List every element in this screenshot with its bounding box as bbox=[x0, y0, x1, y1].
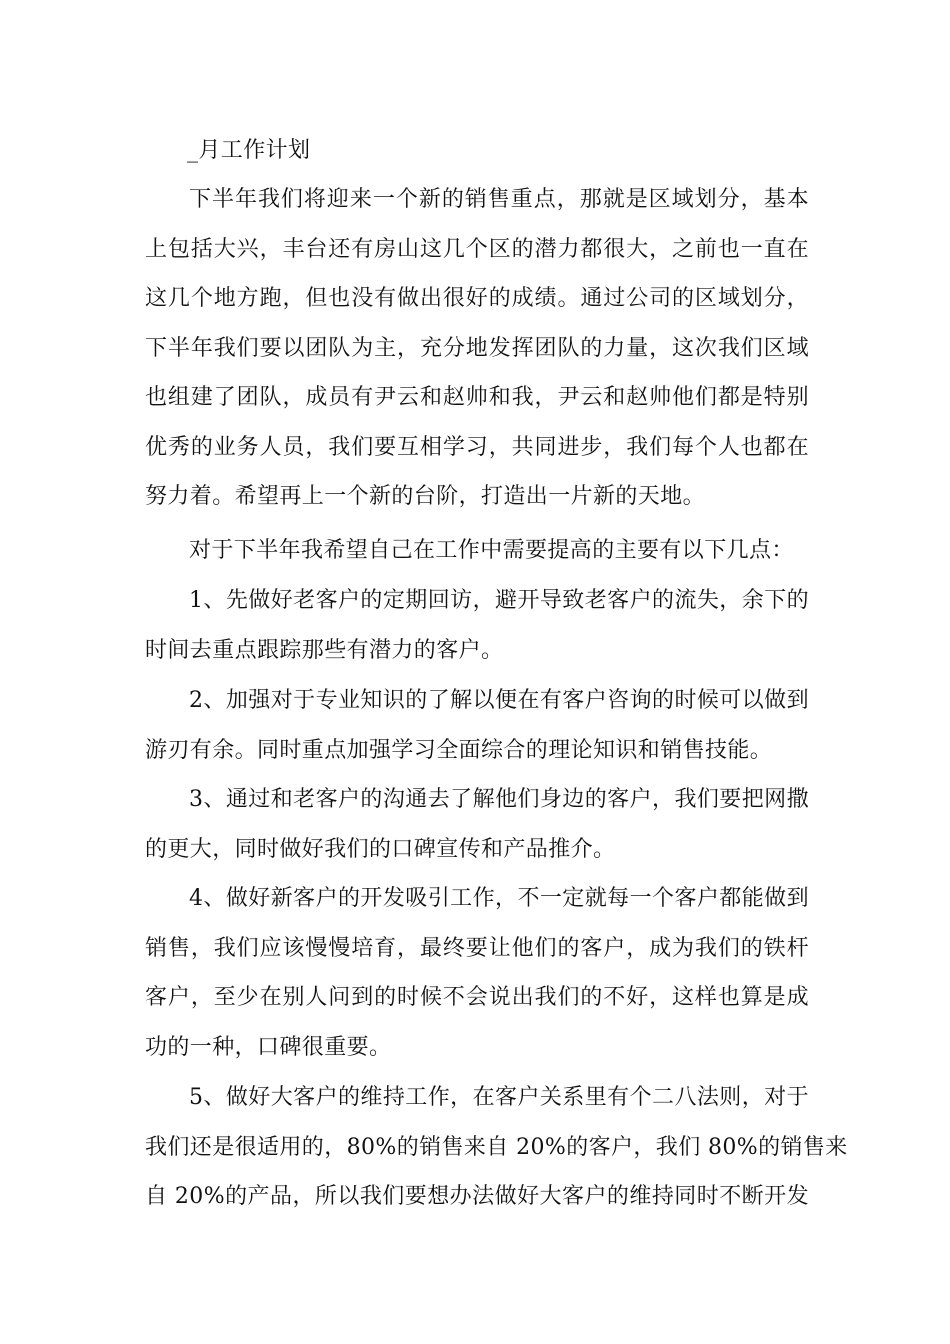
paragraph-line: 优秀的业务人员，我们要互相学习，共同进步，我们每个人也都在 bbox=[145, 434, 809, 460]
paragraph-line: 1、先做好老客户的定期回访，避开导致老客户的流失，余下的 bbox=[189, 588, 809, 613]
paragraph-line: 的更大，同时做好我们的口碑宣传和产品推介。 bbox=[145, 836, 616, 862]
list-item-2 bbox=[145, 676, 809, 775]
paragraph-line: 时间去重点跟踪那些有潜力的客户。 bbox=[145, 637, 504, 663]
paragraph-line: 自 20%的产品，所以我们要想办法做好大客户的维持同时不断开发 bbox=[145, 1184, 809, 1209]
paragraph-line: 我们还是很适用的，80%的销售来自 20%的客户，我们 80%的销售来 bbox=[145, 1134, 848, 1160]
paragraph-line: 销售，我们应该慢慢培育，最终要让他们的客户，成为我们的铁杆 bbox=[145, 935, 809, 961]
paragraph-1 bbox=[145, 175, 809, 522]
paragraph-line: 3、通过和老客户的沟通去了解他们身边的客户，我们要把网撒 bbox=[189, 787, 809, 812]
paragraph-line: 功的一种，口碑很重要。 bbox=[145, 1034, 392, 1060]
list-item-3 bbox=[145, 775, 809, 874]
list-item-1 bbox=[145, 576, 809, 675]
paragraph-line: 游刃有余。同时重点加强学习全面综合的理论知识和销售技能。 bbox=[145, 737, 773, 763]
paragraph-line: 2、加强对于专业知识的了解以便在有客户咨询的时候可以做到 bbox=[189, 688, 809, 713]
paragraph-line: 对于下半年我希望自己在工作中需要提高的主要有以下几点： bbox=[189, 538, 794, 563]
paragraph-line: 也组建了团队，成员有尹云和赵帅和我，尹云和赵帅他们都是特别 bbox=[145, 385, 809, 410]
list-item-5 bbox=[145, 1073, 848, 1222]
document-title bbox=[145, 126, 809, 176]
paragraph-line: 4、做好新客户的开发吸引工作，不一定就每一个客户都能做到 bbox=[189, 886, 809, 911]
paragraph-line: 下半年我们将迎来一个新的销售重点，那就是区域划分，基本 bbox=[189, 187, 809, 212]
paragraph-line: 上包括大兴，丰台还有房山这几个区的潜力都很大，之前也一直在 bbox=[145, 236, 809, 262]
paragraph-line: 客户，至少在别人问到的时候不会说出我们的不好，这样也算是成 bbox=[145, 985, 809, 1010]
list-item-4 bbox=[145, 874, 809, 1072]
intro-paragraph bbox=[145, 526, 809, 576]
title-line: _月工作计划 bbox=[187, 138, 311, 163]
paragraph-line: 努力着。希望再上一个新的台阶，打造出一片新的天地。 bbox=[145, 484, 706, 509]
paragraph-line: 5、做好大客户的维持工作，在客户关系里有个二八法则，对于 bbox=[189, 1085, 809, 1110]
paragraph-line: 下半年我们要以团队为主，充分地发挥团队的力量，这次我们区域 bbox=[145, 335, 809, 361]
paragraph-line: 这几个地方跑，但也没有做出很好的成绩。通过公司的区域划分， bbox=[145, 286, 809, 311]
